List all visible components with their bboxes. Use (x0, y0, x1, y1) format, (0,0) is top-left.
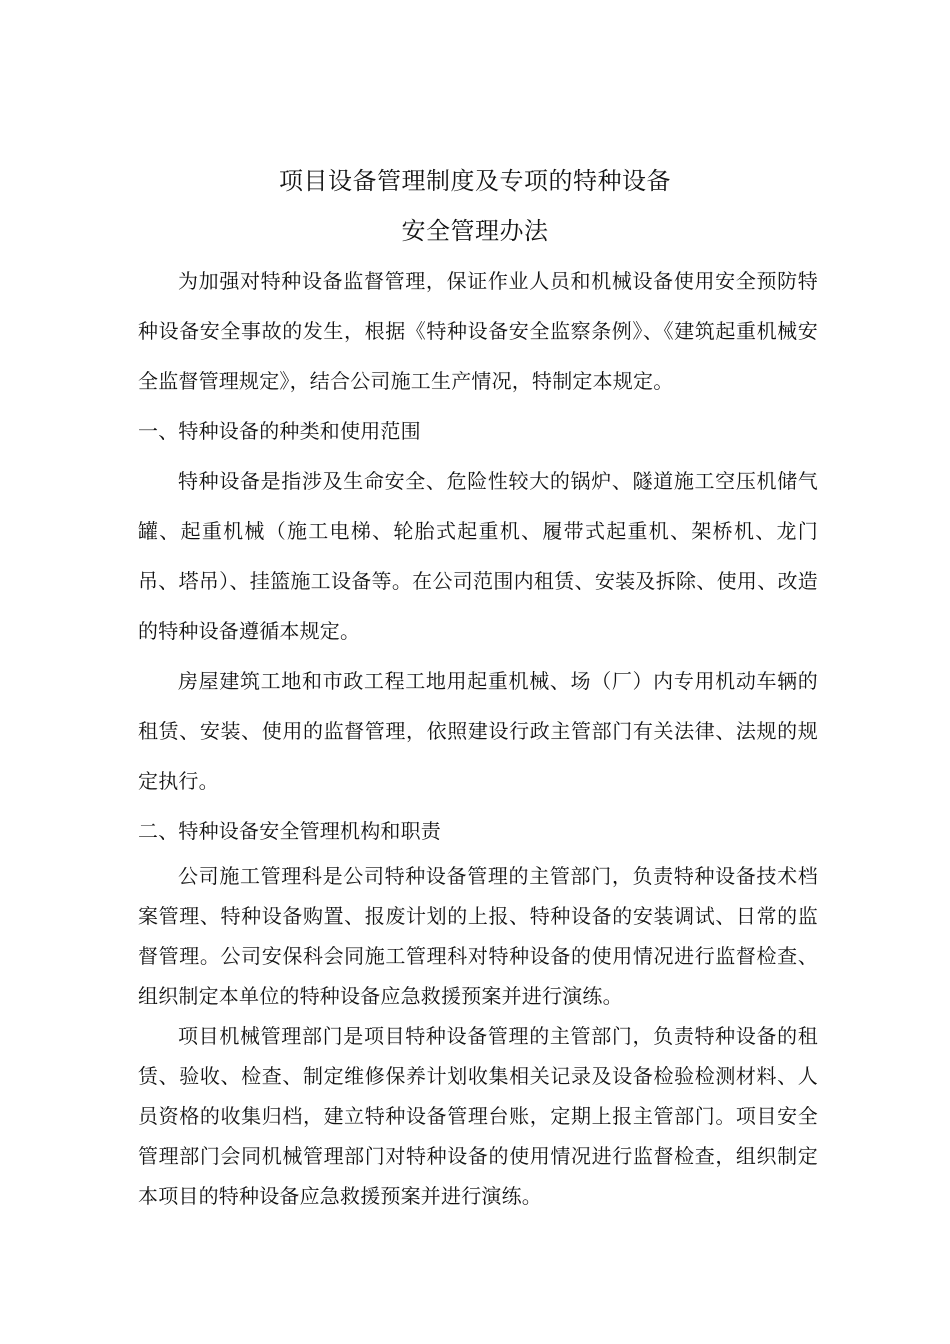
section2-paragraph-2: 项目机械管理部门是项目特种设备管理的主管部门，负责特种设备的租赁、验收、检查、制定维修保养计划收集相关记录及设备检验检测材料、人员资格的收集归档，建立特种设备管理台账，定期上报主管部门。项目安全管理部门会同机械管理部门对特种设备的使用情况进行监督检查，组织制定本项目的特种设备应急救援预案并进行演练。 (138, 1024, 818, 1208)
document-title-line-2: 安全管理办法 (401, 217, 549, 245)
section-heading-1: 一、特种设备的种类和使用范围 (138, 419, 421, 443)
intro-paragraph: 为加强对特种设备监督管理，保证作业人员和机械设备使用安全预防特种设备安全事故的发生，根据《特种设备安全监察条例》、《建筑起重机械安全监督管理规定》，结合公司施工生产情况，特制定本规定。 (138, 269, 818, 393)
section1-paragraph-1: 特种设备是指涉及生命安全、危险性较大的锅炉、隧道施工空压机储气罐、起重机械（施工电梯、轮胎式起重机、履带式起重机、架桥机、龙门吊、塔吊）、挂篮施工设备等。在公司范围内租赁、安装及拆除、使用、改造的特种设备遵循本规定。 (138, 469, 818, 643)
document-title-line-1: 项目设备管理制度及专项的特种设备 (279, 167, 671, 195)
section1-paragraph-2: 房屋建筑工地和市政工程工地用起重机械、场（厂）内专用机动车辆的租赁、安装、使用的监督管理，依照建设行政主管部门有关法律、法规的规定执行。 (138, 669, 818, 793)
section-heading-2: 二、特种设备安全管理机构和职责 (138, 819, 441, 843)
document-body (138, 256, 818, 1216)
section2-paragraph-1: 公司施工管理科是公司特种设备管理的主管部门，负责特种设备技术档案管理、特种设备购置、报废计划的上报、特种设备的安装调试、日常的监督管理。公司安保科会同施工管理科对特种设备的使用情况进行监督检查、组织制定本单位的特种设备应急救援预案并进行演练。 (138, 864, 818, 1008)
